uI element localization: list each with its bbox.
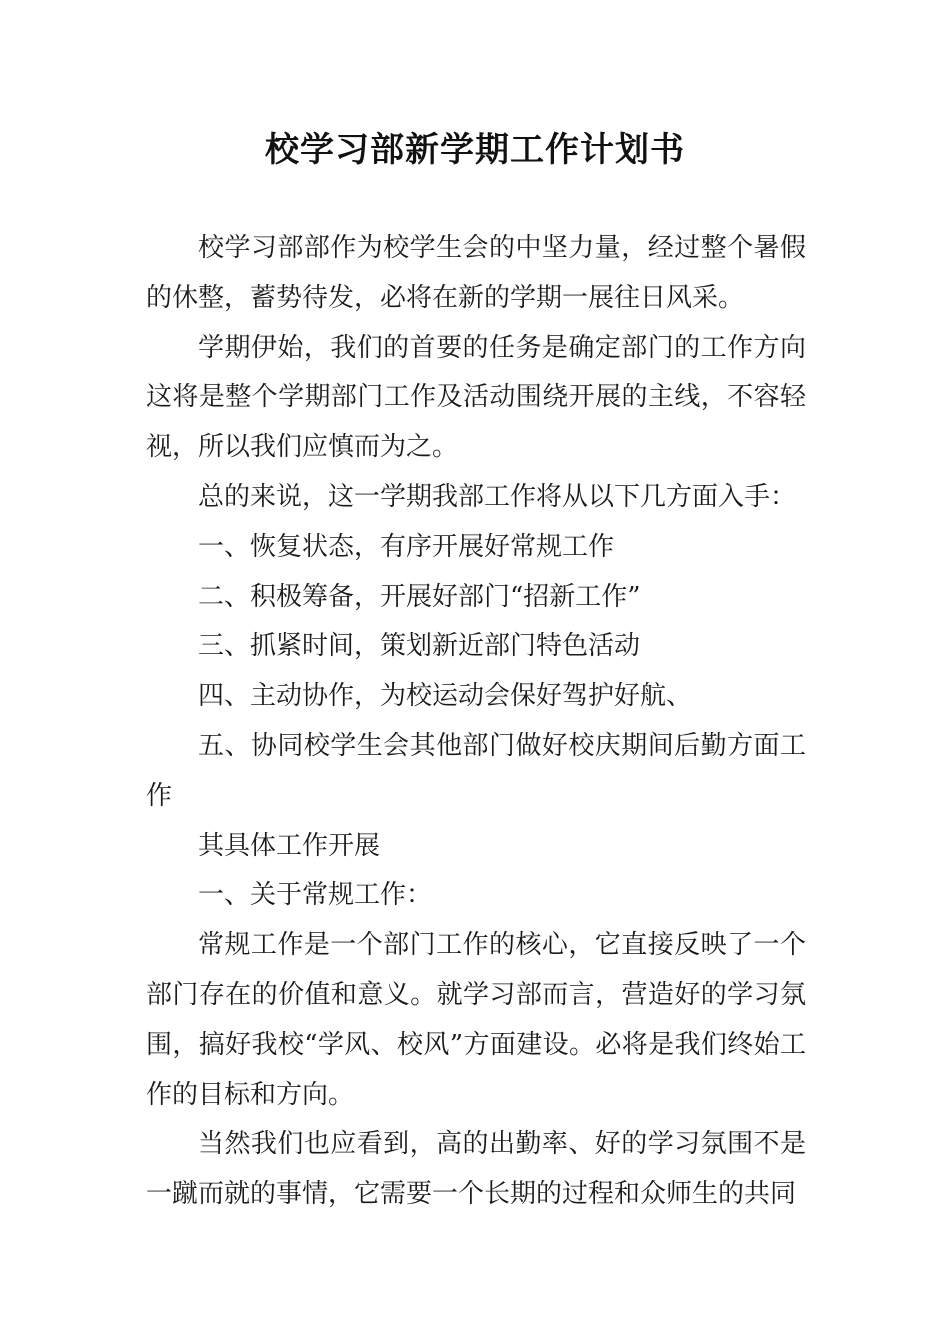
list-item-2: 二、积极筹备，开展好部门“招新工作” [198, 581, 641, 612]
paragraph-routine-work: 常规工作是一个部门工作的核心，它直接反映了一个部门存在的价值和意义。就学习部而言，营造好的学习氛围，搞好我校“学风、校风”方面建设。必将是我们终始工作的目标和方向。 [146, 930, 806, 1110]
document-title: 校学习部新学期工作计划书 [265, 130, 685, 170]
paragraph-intro: 校学习部部作为校学生会的中坚力量，经过整个暑假的休整，蓄势待发，必将在新的学期一展往日风采。 [146, 233, 806, 313]
list-item-4: 四、主动协作，为校运动会保好驾护好航、 [198, 681, 693, 712]
subsection-heading: 一、关于常规工作： [198, 880, 433, 911]
list-item-3: 三、抓紧时间，策划新近部门特色活动 [198, 631, 641, 662]
paragraph-overview: 总的来说，这一学期我部工作将从以下几方面入手： [198, 481, 797, 512]
paragraph-long-term: 当然我们也应看到，高的出勤率、好的学习氛围不是一蹴而就的事情，它需要一个长期的过程和众师生的共同 [146, 1129, 806, 1210]
list-item-5: 五、协同校学生会其他部门做好校庆期间后勤方面工作 [146, 730, 806, 811]
list-item-1: 一、恢复状态，有序开展好常规工作 [198, 531, 615, 562]
document-body [146, 224, 806, 1220]
section-heading: 其具体工作开展 [198, 830, 381, 861]
paragraph-direction: 学期伊始，我们的首要的任务是确定部门的工作方向这将是整个学期部门工作及活动围绕开展的主线，不容轻视，所以我们应慎而为之。 [146, 332, 806, 463]
